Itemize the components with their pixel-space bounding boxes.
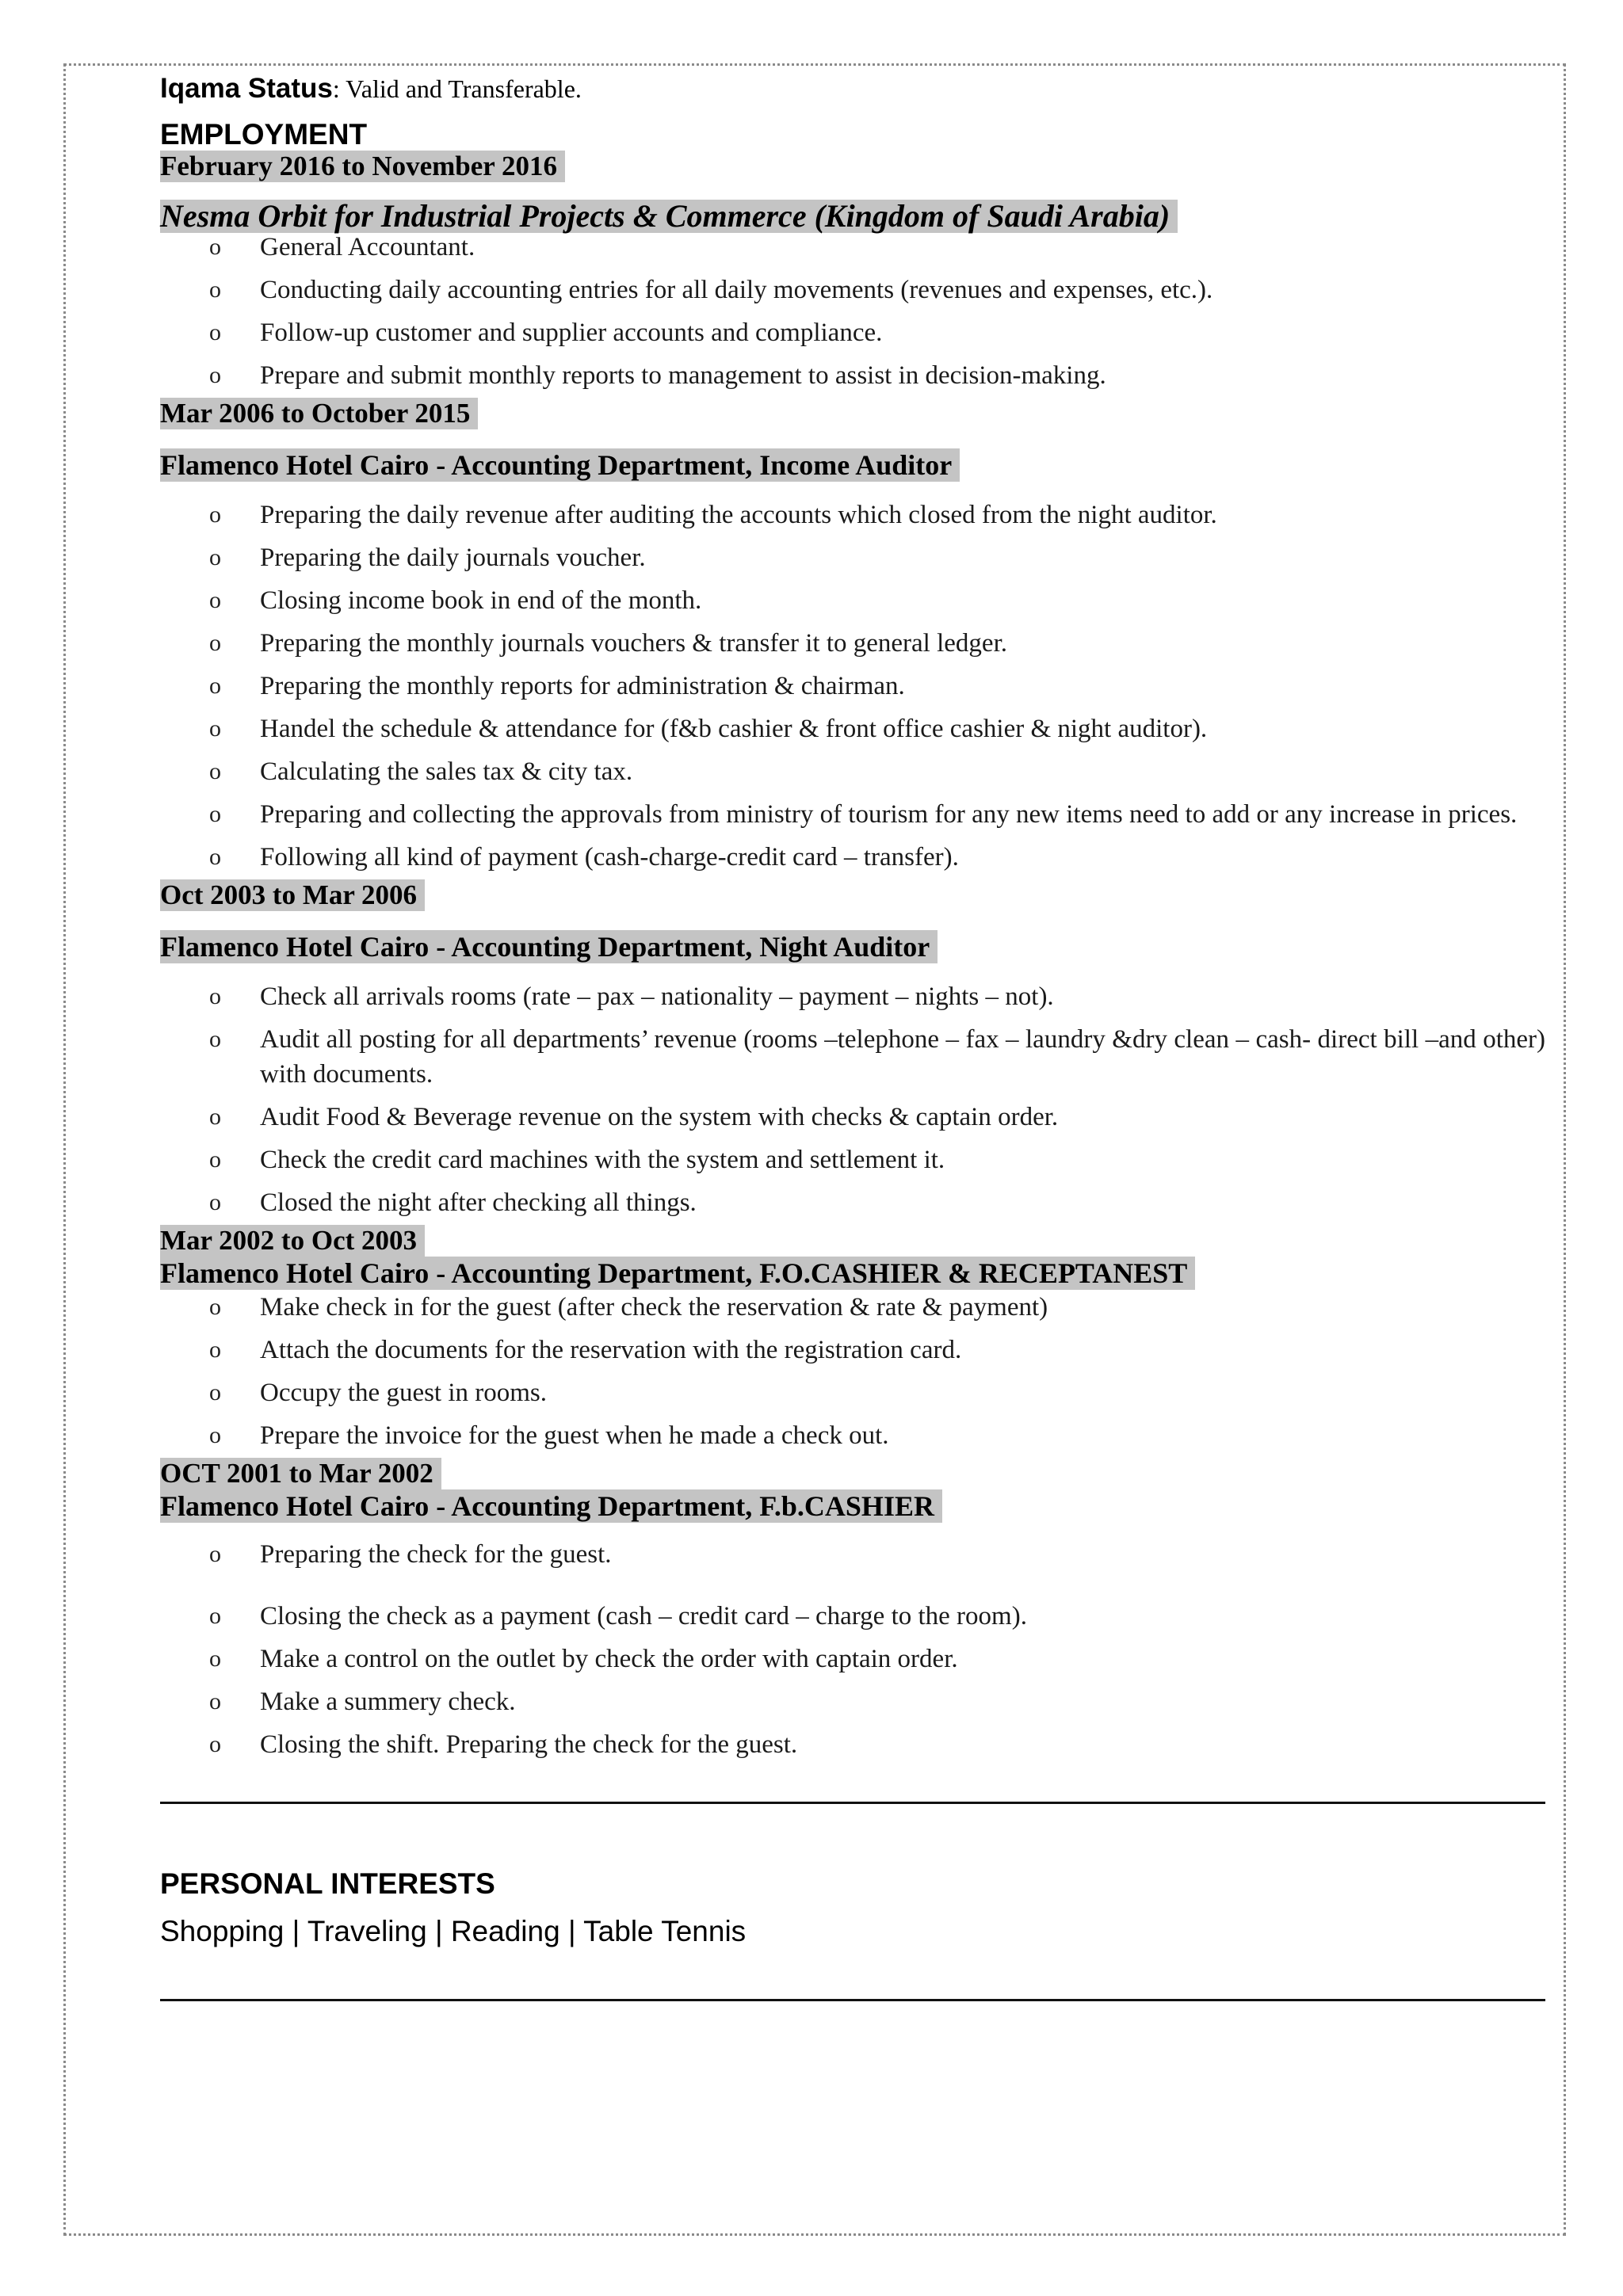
bullet-icon: o — [209, 1731, 221, 1757]
job-company: Flamenco Hotel Cairo - Accounting Department, F.b.CASHIER — [160, 1489, 942, 1523]
iqama-value: : Valid and Transferable. — [332, 74, 582, 103]
bullet-icon: o — [209, 1104, 221, 1130]
job-dates: Oct 2003 to Mar 2006 — [160, 879, 425, 911]
bullet-icon: o — [209, 630, 221, 656]
job-entry — [160, 1225, 1545, 1453]
bullet-icon: o — [209, 1294, 221, 1320]
bullet-icon: o — [209, 1603, 221, 1629]
divider-rule — [160, 1802, 1545, 1804]
job-dates: OCT 2001 to Mar 2002 — [160, 1458, 441, 1489]
bullet-icon: o — [209, 1146, 221, 1173]
divider-rule — [160, 1999, 1545, 2001]
job-company: Flamenco Hotel Cairo - Accounting Department, Income Auditor — [160, 448, 960, 482]
bullet-icon: o — [209, 1379, 221, 1405]
duty-item: o Audit all posting for all departments’ revenue (rooms –telephone – fax – laundry &dry clean – cash- direct bill –and other) with documents. — [160, 1022, 1545, 1092]
duty-item: o Following all kind of payment (cash-charge-credit card – transfer). — [160, 840, 1545, 875]
bullet-icon: o — [209, 1422, 221, 1448]
duty-item: o Make a control on the outlet by check the order with captain order. — [160, 1642, 1545, 1676]
duty-item: o General Accountant. — [160, 230, 1545, 265]
bullet-icon: o — [209, 1688, 221, 1714]
duty-item: o Conducting daily accounting entries for all daily movements (revenues and expenses, etc.). — [160, 273, 1545, 307]
job-dates: Mar 2002 to Oct 2003 — [160, 1225, 425, 1257]
bullet-icon: o — [209, 544, 221, 570]
bullet-icon: o — [209, 1189, 221, 1215]
duty-item: o Follow-up customer and supplier accounts and compliance. — [160, 315, 1545, 350]
duty-item: o Prepare and submit monthly reports to management to assist in decision-making. — [160, 358, 1545, 393]
job-dates: February 2016 to November 2016 — [160, 151, 565, 182]
duty-item: o Calculating the sales tax & city tax. — [160, 754, 1545, 789]
resume-page — [160, 73, 1545, 2001]
bullet-icon: o — [209, 844, 221, 870]
duty-item: o Preparing the check for the guest. — [160, 1537, 1545, 1572]
iqama-label: Iqama Status — [160, 73, 333, 104]
duty-item: o Prepare the invoice for the guest when he made a check out. — [160, 1418, 1545, 1453]
duty-item: o Closing the check as a payment (cash – credit card – charge to the room). — [160, 1599, 1545, 1634]
bullet-icon: o — [209, 1337, 221, 1363]
duty-item: o Closed the night after checking all things. — [160, 1185, 1545, 1220]
bullet-icon: o — [209, 319, 221, 345]
employment-heading: EMPLOYMENT — [160, 118, 368, 151]
personal-interests-heading: PERSONAL INTERESTS — [160, 1867, 495, 1900]
job-entry — [160, 151, 1545, 393]
bullet-icon: o — [209, 758, 221, 784]
bullet-icon: o — [209, 715, 221, 742]
duty-item: o Preparing the daily revenue after auditing the accounts which closed from the night auditor. — [160, 498, 1545, 532]
bullet-icon: o — [209, 1646, 221, 1672]
duty-item: o Make check in for the guest (after check the reservation & rate & payment) — [160, 1290, 1545, 1325]
bullet-icon: o — [209, 673, 221, 699]
duty-item: o Closing the shift. Preparing the check for the guest. — [160, 1727, 1545, 1762]
job-entry — [160, 1458, 1545, 1762]
job-company: Flamenco Hotel Cairo - Accounting Department, F.O.CASHIER & RECEPTANEST — [160, 1257, 1195, 1290]
personal-interests-list: Shopping | Traveling | Reading | Table Tennis — [160, 1915, 747, 1947]
duty-item: o Preparing the monthly reports for administration & chairman. — [160, 669, 1545, 704]
bullet-icon: o — [209, 277, 221, 303]
bullet-icon: o — [209, 801, 221, 827]
job-company: Flamenco Hotel Cairo - Accounting Department, Night Auditor — [160, 930, 938, 963]
duty-item: o Preparing and collecting the approvals from ministry of tourism for any new items need to add or any increase in prices. — [160, 797, 1545, 832]
bullet-icon: o — [209, 502, 221, 528]
duty-item: o Check the credit card machines with the system and settlement it. — [160, 1142, 1545, 1177]
duty-item: o Preparing the daily journals voucher. — [160, 540, 1545, 575]
bullet-icon: o — [209, 362, 221, 388]
bullet-icon: o — [209, 234, 221, 260]
duty-item: o Preparing the monthly journals vouchers & transfer it to general ledger. — [160, 626, 1545, 661]
iqama-status — [160, 73, 1545, 108]
bullet-icon: o — [209, 983, 221, 1009]
job-entry — [160, 398, 1545, 875]
duty-item: o Make a summery check. — [160, 1684, 1545, 1719]
job-entry — [160, 879, 1545, 1220]
duty-item: o Occupy the guest in rooms. — [160, 1375, 1545, 1410]
duty-item: o Check all arrivals rooms (rate – pax – nationality – payment – nights – not). — [160, 979, 1545, 1014]
duty-item: o Closing income book in end of the month. — [160, 583, 1545, 618]
bullet-icon: o — [209, 1541, 221, 1567]
duty-item: o Audit Food & Beverage revenue on the system with checks & captain order. — [160, 1100, 1545, 1135]
bullet-icon: o — [209, 1026, 221, 1052]
job-dates: Mar 2006 to October 2015 — [160, 398, 478, 429]
bullet-icon: o — [209, 587, 221, 613]
duty-item: o Handel the schedule & attendance for (f&b cashier & front office cashier & night auditor). — [160, 711, 1545, 746]
job-company: Nesma Orbit for Industrial Projects & Commerce (Kingdom of Saudi Arabia) — [160, 200, 1178, 233]
duty-item: o Attach the documents for the reservation with the registration card. — [160, 1333, 1545, 1367]
